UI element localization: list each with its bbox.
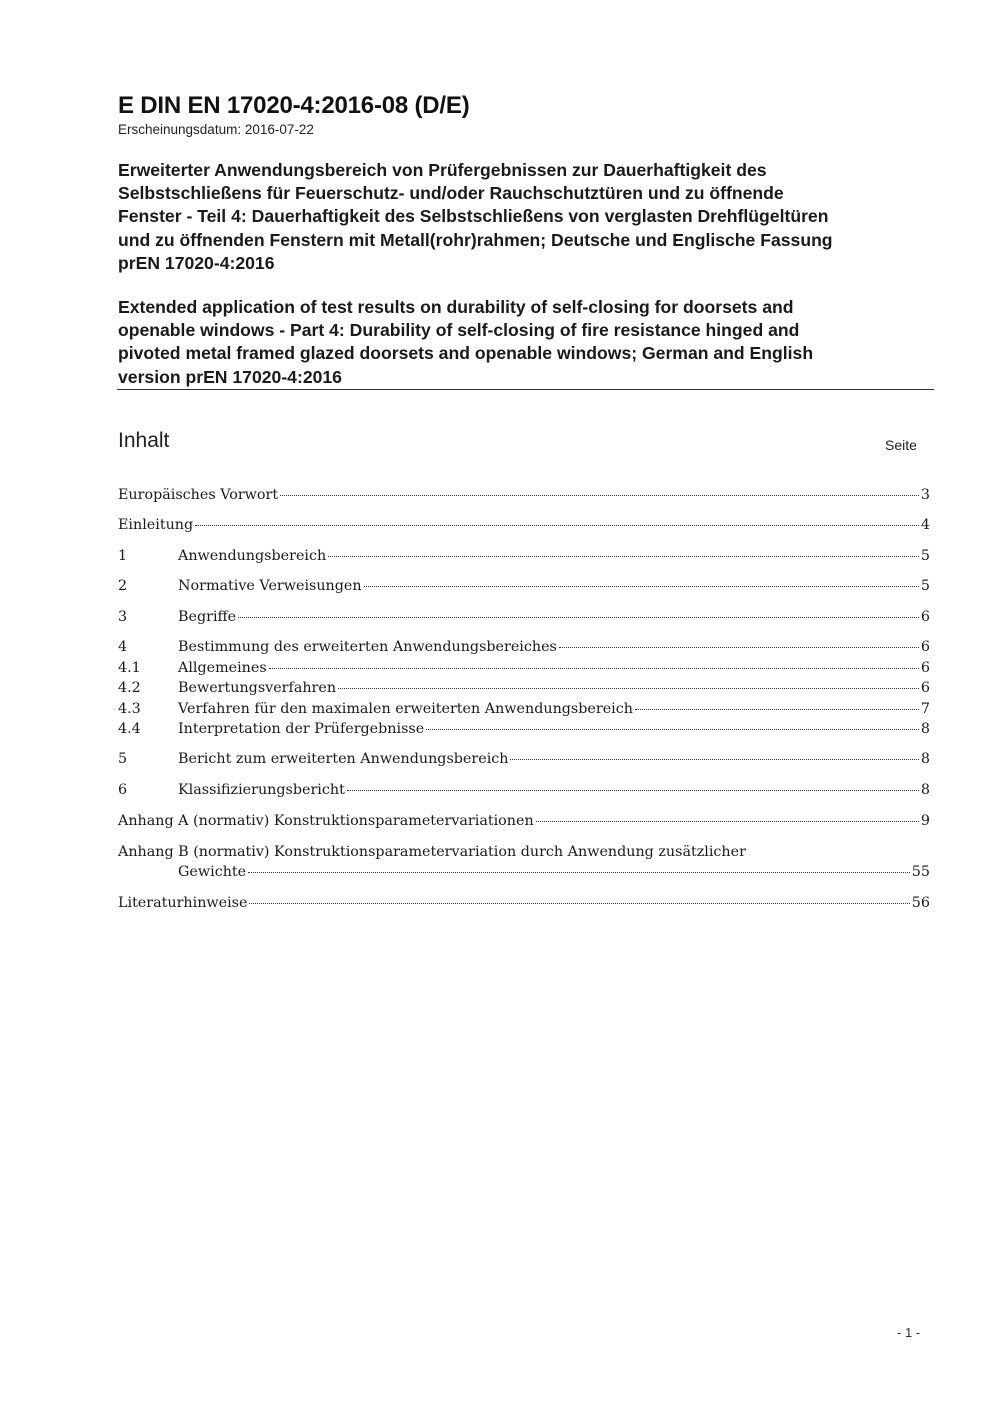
title-german-line: Fenster - Teil 4: Dauerhaftigkeit des Selbstschließens von verglasten Drehflügeltüren: [118, 206, 829, 227]
toc-entry-page: 8: [920, 782, 930, 798]
toc-dot-leader: [195, 525, 919, 526]
toc-entry-title: Gewichte: [178, 864, 247, 880]
toc-dot-leader: [364, 586, 919, 587]
toc-entry-page: 5: [920, 578, 930, 594]
toc-dot-leader: [280, 495, 919, 496]
title-english-line: Extended application of test results on durability of self-closing for doorsets and: [118, 297, 794, 317]
toc-entry[interactable]: [118, 660, 930, 680]
toc-entry-title: Normative Verweisungen: [178, 578, 362, 594]
toc-entry[interactable]: [118, 639, 930, 659]
toc-entry[interactable]: [118, 895, 930, 915]
header-divider: [117, 389, 934, 390]
toc-entry[interactable]: [118, 813, 930, 833]
title-english: [118, 296, 948, 389]
toc-page-label: Seite: [885, 437, 917, 453]
toc-entry-number: 4.2: [118, 680, 141, 696]
toc-entry-page: 8: [920, 751, 930, 767]
toc-entry-number: 6: [118, 782, 128, 798]
title-english-line: openable windows - Part 4: Durability of self-closing of fire resistance hinged and: [118, 320, 800, 341]
toc-dot-leader: [238, 617, 919, 618]
toc-entry[interactable]: [118, 487, 930, 507]
toc-entry-number: 2: [118, 578, 128, 594]
toc-dot-leader: [338, 688, 919, 689]
toc-entry-title: Literaturhinweise: [118, 895, 248, 911]
toc-dot-leader: [249, 903, 909, 904]
title-german-line: und zu öffnenden Fenstern mit Metall(rohr)rahmen; Deutsche und Englische Fassung: [118, 229, 833, 250]
toc-entry-page: 6: [920, 660, 930, 676]
toc-entry-page: 7: [920, 701, 930, 717]
toc-entry[interactable]: [118, 548, 930, 568]
toc-entry-title: Europäisches Vorwort: [118, 487, 279, 503]
toc-entry-title: Bericht zum erweiterten Anwendungsbereich: [178, 751, 509, 767]
toc-entry[interactable]: [118, 517, 930, 537]
toc-entry[interactable]: [118, 782, 930, 802]
toc-entry-number: 1: [118, 548, 128, 564]
toc-entry-title: Anwendungsbereich: [178, 548, 327, 564]
toc-entry-title: Interpretation der Prüfergebnisse: [178, 721, 425, 737]
toc-dot-leader: [635, 709, 919, 710]
toc-entry[interactable]: [118, 751, 930, 771]
toc-entry-title: Anhang A (normativ) Konstruktionsparametervariationen: [118, 813, 534, 829]
toc-entry-number: 5: [118, 751, 128, 767]
toc-entry[interactable]: [118, 721, 930, 741]
title-german: [118, 159, 948, 275]
toc-entry-title: Anhang B (normativ) Konstruktionsparametervariation durch Anwendung zusätzlicher: [118, 844, 746, 860]
title-german-line: Selbstschließens für Feuerschutz- und/oder Rauchschutztüren und zu öffnende: [118, 183, 784, 204]
toc-dot-leader: [536, 821, 919, 822]
toc-dot-leader: [559, 647, 919, 648]
title-english-line: pivoted metal framed glazed doorsets and openable windows; German and English: [118, 343, 814, 364]
toc-entry-page: 3: [920, 487, 930, 503]
toc-dot-leader: [269, 668, 919, 669]
title-english-line: version prEN 17020-4:2016: [118, 366, 342, 387]
toc-entry-title: Begriffe: [178, 609, 237, 625]
toc-entry-page: 8: [920, 721, 930, 737]
page-number: - 1 -: [897, 1325, 921, 1340]
toc-dot-leader: [248, 872, 910, 873]
toc-entry-number: 4.4: [118, 721, 141, 737]
toc-dot-leader: [347, 790, 919, 791]
toc-entry-number: 3: [118, 609, 128, 625]
toc-entry-page: 6: [920, 680, 930, 696]
toc-dot-leader: [426, 729, 919, 730]
toc-entry-number: 4: [118, 639, 128, 655]
toc-entry[interactable]: [118, 680, 930, 700]
toc-dot-leader: [510, 759, 918, 760]
toc-entry-number: 4.3: [118, 701, 141, 717]
toc-entry-title: Bestimmung des erweiterten Anwendungsbereiches: [178, 639, 557, 655]
toc-entry-title: Allgemeines: [178, 660, 267, 676]
toc-entry-title: Einleitung: [118, 517, 194, 533]
title-german-line: Erweiterter Anwendungsbereich von Prüfergebnissen zur Dauerhaftigkeit des: [118, 160, 767, 180]
toc-entry-page: 56: [911, 895, 930, 911]
toc-entry-page: 9: [920, 813, 930, 829]
toc-entry[interactable]: [118, 844, 930, 864]
toc-entry[interactable]: [118, 578, 930, 598]
toc-entry-page: 55: [911, 864, 930, 880]
title-german-line: prEN 17020-4:2016: [118, 252, 275, 273]
document-id: E DIN EN 17020-4:2016-08 (D/E): [118, 92, 470, 119]
toc-entry[interactable]: [118, 609, 930, 629]
toc-dot-leader: [328, 556, 919, 557]
toc-entry-title: Klassifizierungsbericht: [178, 782, 345, 798]
publication-date: Erscheinungsdatum: 2016-07-22: [118, 122, 314, 137]
toc-entry-page: 6: [920, 639, 930, 655]
toc-entry[interactable]: [118, 701, 930, 721]
toc-entry-title: Verfahren für den maximalen erweiterten Anwendungsbereich: [178, 701, 633, 717]
toc-entry-title: Bewertungsverfahren: [178, 680, 337, 696]
toc-entry-continuation[interactable]: [118, 864, 930, 884]
toc-entry-page: 6: [920, 609, 930, 625]
toc-entry-page: 4: [920, 517, 930, 533]
toc-heading: Inhalt: [118, 429, 170, 452]
toc-entry-page: 5: [920, 548, 930, 564]
toc-entry-number: 4.1: [118, 660, 141, 676]
